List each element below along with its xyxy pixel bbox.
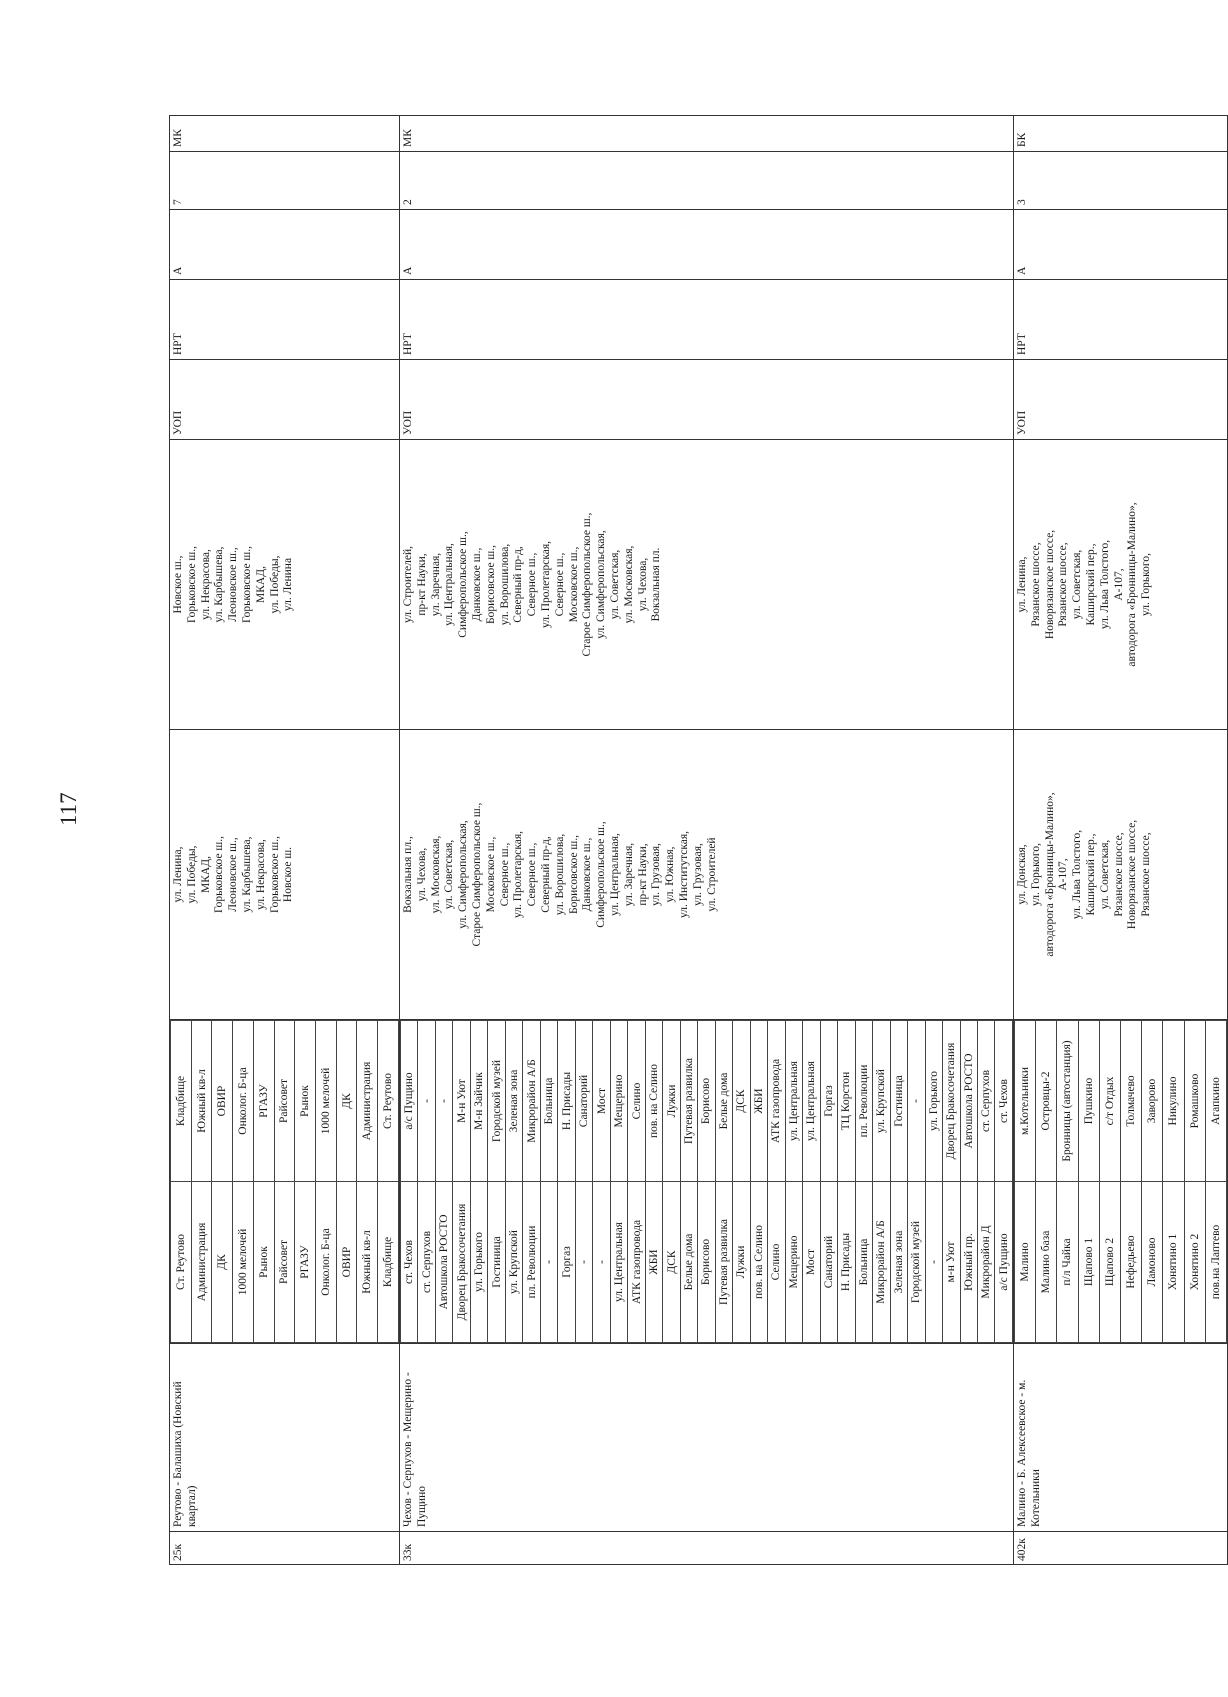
stop-forward: - bbox=[540, 1182, 557, 1343]
route-row bbox=[170, 116, 400, 1565]
stop-forward: ст. Серпухов bbox=[418, 1182, 435, 1343]
stop-backward: Райсовет bbox=[274, 1021, 295, 1182]
stops-table bbox=[400, 1020, 1013, 1343]
stop-backward: пов. на Селино bbox=[645, 1021, 662, 1182]
stop-backward: Лужки bbox=[663, 1021, 680, 1182]
stop-row bbox=[253, 1021, 274, 1343]
stop-backward: ст. Чехов bbox=[995, 1021, 1013, 1182]
stop-row bbox=[1015, 1021, 1036, 1343]
stop-row bbox=[768, 1021, 785, 1343]
stop-row bbox=[1120, 1021, 1141, 1343]
stop-backward: Заворово bbox=[1142, 1021, 1163, 1182]
stop-backward: Мост bbox=[593, 1021, 610, 1182]
stop-row bbox=[418, 1021, 435, 1343]
stop-forward: ул. Крупской bbox=[505, 1182, 522, 1343]
streets-backward: ул. Строителей, пр-кт Науки, ул. Заречная, ул. Центральная, Симферопольское ш., Данковское ш., Борисовское ш., ул. Ворошилова, Северный пр-д, Северное ш., ул. Пролетарская, Северное ш., Московское ш., Старое Симферопольское ш., ул. Симферопольская, ул. Советская, ул. Московская, ул. Чехова, Вокзальная пл. bbox=[400, 440, 1014, 730]
stop-backward: Гостиница bbox=[890, 1021, 907, 1182]
stop-backward: Рынок bbox=[295, 1021, 316, 1182]
vehicle-type: МК bbox=[170, 116, 400, 152]
stop-row bbox=[820, 1021, 837, 1343]
stop-forward: Больница bbox=[855, 1182, 872, 1343]
stop-forward: Автошкола РОСТО bbox=[435, 1182, 452, 1343]
stops-cell bbox=[170, 1020, 400, 1344]
stop-forward: РГАЗУ bbox=[295, 1182, 316, 1343]
stop-row bbox=[1205, 1021, 1226, 1343]
stop-backward: с/т Отдых bbox=[1099, 1021, 1120, 1182]
stop-row bbox=[838, 1021, 855, 1343]
stop-row bbox=[995, 1021, 1013, 1343]
stop-forward: ДСК bbox=[663, 1182, 680, 1343]
stop-row bbox=[488, 1021, 505, 1343]
stop-row bbox=[212, 1021, 233, 1343]
stop-backward: пл. Революции bbox=[855, 1021, 872, 1182]
route-number: 33к bbox=[400, 1532, 1014, 1565]
vehicle-class: А bbox=[400, 210, 1014, 280]
stop-forward: Южный пр. bbox=[960, 1182, 977, 1343]
stop-backward: М-н Зайчик bbox=[470, 1021, 487, 1182]
stop-row bbox=[908, 1021, 925, 1343]
stop-backward: ДК bbox=[336, 1021, 357, 1182]
stop-row bbox=[785, 1021, 802, 1343]
stop-forward: Администрация bbox=[191, 1182, 212, 1343]
stop-backward: Путевая развилка bbox=[680, 1021, 697, 1182]
vehicle-class: А bbox=[1014, 210, 1228, 280]
stop-backward: - bbox=[435, 1021, 452, 1182]
stop-forward: Мост bbox=[803, 1182, 820, 1343]
stop-row bbox=[925, 1021, 942, 1343]
stop-forward: Рынок bbox=[253, 1182, 274, 1343]
stop-row bbox=[295, 1021, 316, 1343]
stop-row bbox=[171, 1021, 192, 1343]
stop-row bbox=[274, 1021, 295, 1343]
stop-row bbox=[378, 1021, 399, 1343]
stop-row bbox=[191, 1021, 212, 1343]
stop-forward: - bbox=[593, 1182, 610, 1343]
stop-forward: ЖБИ bbox=[645, 1182, 662, 1343]
stop-row bbox=[1078, 1021, 1099, 1343]
stop-row bbox=[943, 1021, 960, 1343]
page-number: 117 bbox=[56, 792, 81, 826]
stop-forward: м-н Уют bbox=[943, 1182, 960, 1343]
stop-backward: ул. Центральная bbox=[803, 1021, 820, 1182]
stop-forward: Щапово 2 bbox=[1099, 1182, 1120, 1343]
stop-backward: Кладбище bbox=[171, 1021, 192, 1182]
stop-row bbox=[645, 1021, 662, 1343]
stop-backward: Администрация bbox=[357, 1021, 378, 1182]
stop-forward: Ламоново bbox=[1142, 1182, 1163, 1343]
stop-forward: Гостиница bbox=[488, 1182, 505, 1343]
vehicle-count: 2 bbox=[400, 152, 1014, 210]
vehicle-type: МК bbox=[400, 116, 1014, 152]
stop-forward: а/с Пущино bbox=[995, 1182, 1013, 1343]
stop-row bbox=[1057, 1021, 1078, 1343]
stop-backward: ДСК bbox=[733, 1021, 750, 1182]
uop-cell: УОП bbox=[400, 360, 1014, 440]
streets-forward: ул. Донская, ул. Горького, автодорога «Бронницы-Малино», А-107, ул. Льва Толстого, Каширский пер., ул. Советская, Рязанское шоссе, Новорязанское шоссе, Рязанское шоссе, bbox=[1014, 730, 1228, 1020]
stop-backward: Островцы-2 bbox=[1036, 1021, 1057, 1182]
stop-backward: м.Котельники bbox=[1015, 1021, 1036, 1182]
stop-row bbox=[610, 1021, 627, 1343]
stop-backward: Больница bbox=[540, 1021, 557, 1182]
stop-backward: Толмачево bbox=[1120, 1021, 1141, 1182]
stop-backward: ул. Горького bbox=[925, 1021, 942, 1182]
stop-row bbox=[680, 1021, 697, 1343]
stop-row bbox=[698, 1021, 715, 1343]
route-number: 25к bbox=[170, 1532, 400, 1565]
stop-backward: Санаторий bbox=[575, 1021, 592, 1182]
streets-forward: ул. Ленина, ул. Победы, МКАД, Горьковское ш., Леоновское ш., ул. Карбышева, ул. Некрасова, Горьковское ш., Новское ш. bbox=[170, 730, 400, 1020]
stop-backward: Агапкино bbox=[1205, 1021, 1226, 1182]
stop-backward: Онколог. Б-ца bbox=[233, 1021, 254, 1182]
stop-row bbox=[357, 1021, 378, 1343]
routes-table bbox=[169, 115, 1228, 1565]
stop-backward: Белые дома bbox=[715, 1021, 732, 1182]
nrt-cell: НРТ bbox=[400, 280, 1014, 360]
stop-forward: Микрорайон Д bbox=[977, 1182, 994, 1343]
route-name: Чехов - Серпухов - Мещерино - Пущино bbox=[400, 1344, 1014, 1532]
stop-row bbox=[855, 1021, 872, 1343]
stop-row bbox=[1163, 1021, 1184, 1343]
stop-forward: Онколог. Б-ца bbox=[316, 1182, 337, 1343]
stop-row bbox=[593, 1021, 610, 1343]
stop-forward: 1000 мелочей bbox=[233, 1182, 254, 1343]
stop-backward: Ст. Реутово bbox=[378, 1021, 399, 1182]
stop-row bbox=[1099, 1021, 1120, 1343]
stop-row bbox=[628, 1021, 645, 1343]
streets-backward: ул. Ленина, Рязанское шоссе, Новорязанское шоссе, Рязанское шоссе, ул. Советская, Каширский пер., ул. Льва Толстого, А-107, автодорога «Бронницы-Малино», ул. Горького, bbox=[1014, 440, 1228, 730]
stop-forward: Городской музей bbox=[908, 1182, 925, 1343]
vehicle-count: 7 bbox=[170, 152, 400, 210]
stop-row bbox=[733, 1021, 750, 1343]
stop-forward: Малино база bbox=[1036, 1182, 1057, 1343]
vehicle-count: 3 bbox=[1014, 152, 1228, 210]
stop-backward: ТЦ Корстон bbox=[838, 1021, 855, 1182]
stop-row bbox=[401, 1021, 418, 1343]
stop-forward: Лужки bbox=[733, 1182, 750, 1343]
stop-forward: Дворец Бракосочетания bbox=[453, 1182, 470, 1343]
stop-row bbox=[663, 1021, 680, 1343]
stop-row bbox=[890, 1021, 907, 1343]
stop-row bbox=[233, 1021, 254, 1343]
stop-forward: Хонятино 2 bbox=[1184, 1182, 1205, 1343]
stops-table bbox=[1014, 1020, 1227, 1343]
stop-row bbox=[1036, 1021, 1057, 1343]
stop-forward: Горгаз bbox=[558, 1182, 575, 1343]
stop-backward: Бронницы (автостанция) bbox=[1057, 1021, 1078, 1182]
stop-backward: Городской музей bbox=[488, 1021, 505, 1182]
stop-forward: Малино bbox=[1015, 1182, 1036, 1343]
stop-backward: ЖБИ bbox=[750, 1021, 767, 1182]
route-row bbox=[1014, 116, 1228, 1565]
stop-row bbox=[575, 1021, 592, 1343]
stop-forward: Ст. Реутово bbox=[171, 1182, 192, 1343]
route-row bbox=[400, 116, 1014, 1565]
stop-forward: Райсовет bbox=[274, 1182, 295, 1343]
stop-row bbox=[336, 1021, 357, 1343]
stop-backward: Никулино bbox=[1163, 1021, 1184, 1182]
nrt-cell: НРТ bbox=[1014, 280, 1228, 360]
stop-backward: Н. Присады bbox=[558, 1021, 575, 1182]
stop-forward: ул. Горького bbox=[470, 1182, 487, 1343]
stop-row bbox=[1142, 1021, 1163, 1343]
stop-row bbox=[715, 1021, 732, 1343]
stop-forward: Щапово 1 bbox=[1078, 1182, 1099, 1343]
stop-backward: Зеленая зона bbox=[505, 1021, 522, 1182]
stops-table bbox=[170, 1020, 399, 1343]
stop-backward: Мещерино bbox=[610, 1021, 627, 1182]
stop-forward: Микрорайон А/Б bbox=[873, 1182, 890, 1343]
stops-cell bbox=[400, 1020, 1014, 1344]
stop-backward: ул. Центральная bbox=[785, 1021, 802, 1182]
streets-forward: Вокзальная пл., ул. Чехова, ул. Московская, ул. Советская, ул. Симферопольская, Старое Симферопольское ш., Московское ш., Северное ш., ул. Пролетарская, Северное ш., Северный пр-д, ул. Ворошилова, Борисовское ш., Данковское ш., Симферопольское ш., ул. Центральная, ул. Заречная, пр-кт Науки, ул. Грузовая, ул. Южная, ул. Институтская, ул. Грузовая, ул. Строителей bbox=[400, 730, 1014, 1020]
stop-backward: а/с Пущино bbox=[401, 1021, 418, 1182]
stop-backward: Селино bbox=[628, 1021, 645, 1182]
stop-forward: - bbox=[575, 1182, 592, 1343]
stop-row bbox=[803, 1021, 820, 1343]
stop-row bbox=[873, 1021, 890, 1343]
stop-forward: ДК bbox=[212, 1182, 233, 1343]
stop-backward: Автошкола РОСТО bbox=[960, 1021, 977, 1182]
stop-row bbox=[558, 1021, 575, 1343]
stop-forward: Белые дома bbox=[680, 1182, 697, 1343]
uop-cell: УОП bbox=[170, 360, 400, 440]
stop-forward: Борисово bbox=[698, 1182, 715, 1343]
stop-forward: Южный кв-л bbox=[357, 1182, 378, 1343]
stop-backward: ул. Крупской bbox=[873, 1021, 890, 1182]
stop-backward: 1000 мелочей bbox=[316, 1021, 337, 1182]
stop-forward: Н. Присады bbox=[838, 1182, 855, 1343]
stop-backward: ст. Серпухов bbox=[977, 1021, 994, 1182]
stop-backward: М-н Уют bbox=[453, 1021, 470, 1182]
routes-table-container bbox=[169, 116, 1222, 1565]
stop-backward: Дворец Бракосочетания bbox=[943, 1021, 960, 1182]
stop-forward: Нефедьево bbox=[1120, 1182, 1141, 1343]
route-number: 402к bbox=[1014, 1532, 1228, 1565]
stops-cell bbox=[1014, 1020, 1228, 1344]
stop-row bbox=[977, 1021, 994, 1343]
stop-row bbox=[505, 1021, 522, 1343]
stop-row bbox=[540, 1021, 557, 1343]
stop-backward: Горгаз bbox=[820, 1021, 837, 1182]
stop-forward: пл. Революции bbox=[523, 1182, 540, 1343]
stop-forward: ул. Центральная bbox=[610, 1182, 627, 1343]
stop-backward: Микрорайон А/Б bbox=[523, 1021, 540, 1182]
stop-row bbox=[750, 1021, 767, 1343]
stop-backward: ОВИР bbox=[212, 1021, 233, 1182]
route-name: Реутово - Балашиха (Новский квартал) bbox=[170, 1344, 400, 1532]
stop-forward: пов. на Селино bbox=[750, 1182, 767, 1343]
stop-forward: ОВИР bbox=[336, 1182, 357, 1343]
stop-forward: Хонятино 1 bbox=[1163, 1182, 1184, 1343]
stop-forward: АТК газопровода bbox=[628, 1182, 645, 1343]
stop-row bbox=[1184, 1021, 1205, 1343]
stop-forward: Мещерино bbox=[785, 1182, 802, 1343]
stop-backward: - bbox=[908, 1021, 925, 1182]
stop-forward: - bbox=[925, 1182, 942, 1343]
stop-row bbox=[316, 1021, 337, 1343]
stop-backward: Ромашково bbox=[1184, 1021, 1205, 1182]
stop-forward: п/л Чайка bbox=[1057, 1182, 1078, 1343]
streets-backward: Новское ш., Горьковское ш., ул. Некрасова, ул. Карбышева, Леоновское ш., Горьковское ш., МКАД, ул. Победы, ул. Ленина bbox=[170, 440, 400, 730]
stop-forward: пов.на Лаптево bbox=[1205, 1182, 1226, 1343]
vehicle-class: А bbox=[170, 210, 400, 280]
stop-forward: Селино bbox=[768, 1182, 785, 1343]
stop-backward: Южный кв-л bbox=[191, 1021, 212, 1182]
stop-forward: Путевая развилка bbox=[715, 1182, 732, 1343]
stop-row bbox=[435, 1021, 452, 1343]
stop-backward: Борисово bbox=[698, 1021, 715, 1182]
stop-row bbox=[470, 1021, 487, 1343]
stop-forward: Кладбище bbox=[378, 1182, 399, 1343]
stop-forward: Санаторий bbox=[820, 1182, 837, 1343]
vehicle-type: БК bbox=[1014, 116, 1228, 152]
nrt-cell: НРТ bbox=[170, 280, 400, 360]
stop-backward: Пушкино bbox=[1078, 1021, 1099, 1182]
stop-row bbox=[523, 1021, 540, 1343]
stop-forward: Зеленая зона bbox=[890, 1182, 907, 1343]
uop-cell: УОП bbox=[1014, 360, 1228, 440]
stop-row bbox=[960, 1021, 977, 1343]
stop-backward: - bbox=[418, 1021, 435, 1182]
stop-forward: ст. Чехов bbox=[401, 1182, 418, 1343]
stop-backward: АТК газопровода bbox=[768, 1021, 785, 1182]
stop-row bbox=[453, 1021, 470, 1343]
route-name: Малино - Б. Алексеевское - м. Котельники bbox=[1014, 1344, 1228, 1532]
stop-backward: РГАЗУ bbox=[253, 1021, 274, 1182]
